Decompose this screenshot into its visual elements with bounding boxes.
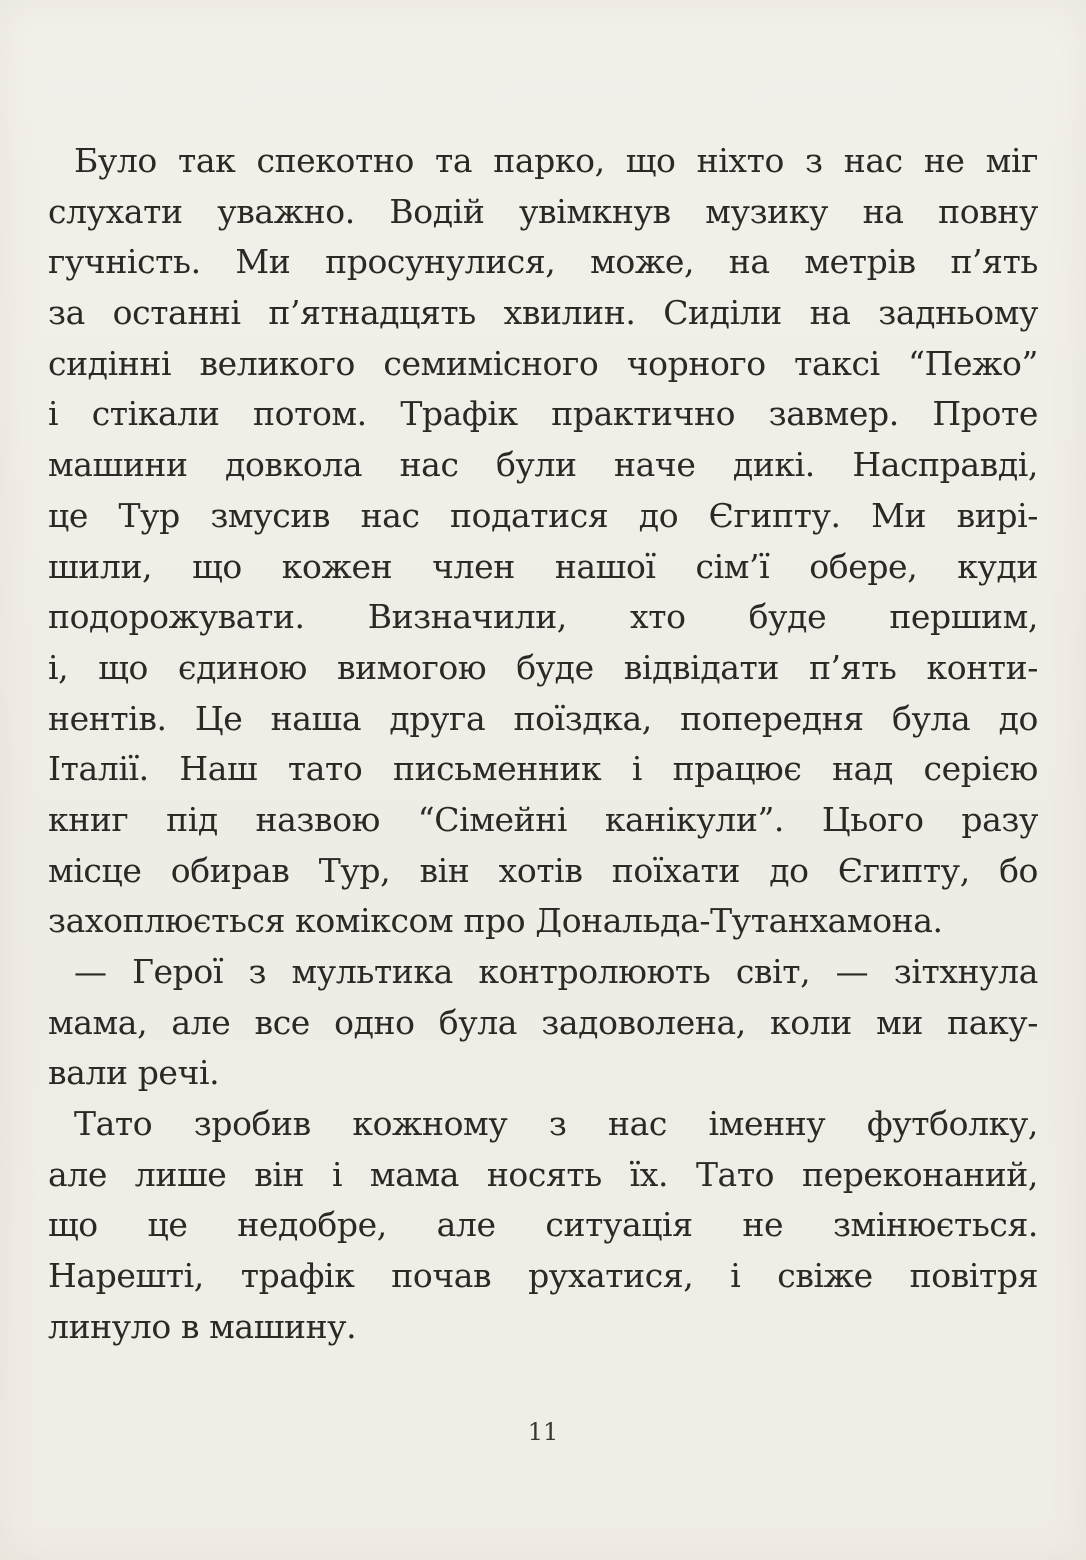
text-line: вали речі. bbox=[48, 1053, 220, 1093]
text-line: Тато зробив кожному з нас іменну футболку, bbox=[74, 1104, 1038, 1144]
page-number: 11 bbox=[527, 1418, 559, 1446]
text-line: за останні п’ятнадцять хвилин. Сиділи на задньому bbox=[48, 293, 1038, 333]
text-line: подорожувати. Визначили, хто буде першим, bbox=[48, 597, 1038, 637]
text-line: — Герої з мультика контролюють світ, — зітхнула bbox=[74, 952, 1038, 991]
text-line: Італії. Наш тато письменник і працює над серією bbox=[48, 749, 1038, 789]
text-line: мама, але все одно була задоволена, коли ми паку- bbox=[48, 1002, 1038, 1042]
text-line: линуло в машину. bbox=[48, 1306, 357, 1346]
text-line: нентів. Це наша друга поїздка, попередня була до bbox=[48, 698, 1038, 738]
text-line: і, що єдиною вимогою буде відвідати п’ять конти- bbox=[48, 647, 1038, 687]
text-line: це Тур змусив нас податися до Єгипту. Ми вирі- bbox=[48, 495, 1038, 535]
text-line: сидінні великого семимісного чорного таксі “Пежо” bbox=[48, 343, 1038, 383]
text-line: захоплюється коміксом про Дональда-Тутанхамона. bbox=[48, 901, 943, 941]
text-line: слухати уважно. Водій увімкнув музику на повну bbox=[48, 191, 1038, 231]
text-line: книг під назвою “Сімейні канікули”. Цього разу bbox=[48, 799, 1038, 839]
body-text bbox=[48, 136, 1038, 1353]
text-line: але лише він і мама носять їх. Тато переконаний, bbox=[48, 1154, 1038, 1194]
text-line: місце обирав Тур, він хотів поїхати до Єгипту, бо bbox=[48, 850, 1038, 890]
text-line: гучність. Ми просунулися, може, на метрів п’ять bbox=[48, 242, 1038, 282]
text-line: машини довкола нас були наче дикі. Насправді, bbox=[48, 445, 1038, 485]
paragraph bbox=[48, 1099, 1038, 1352]
text-line: Було так спекотно та парко, що ніхто з нас не міг bbox=[74, 141, 1038, 180]
text-line: шили, що кожен член нашої сім’ї обере, куди bbox=[48, 546, 1038, 586]
text-line: Нарешті, трафік почав рухатися, і свіже повітря bbox=[48, 1256, 1038, 1296]
text-line: і стікали потом. Трафік практично завмер. Проте bbox=[48, 394, 1038, 434]
paragraph bbox=[48, 947, 1038, 1099]
text-line: що це недобре, але ситуація не змінюється. bbox=[48, 1205, 1038, 1245]
paragraph bbox=[48, 136, 1038, 947]
